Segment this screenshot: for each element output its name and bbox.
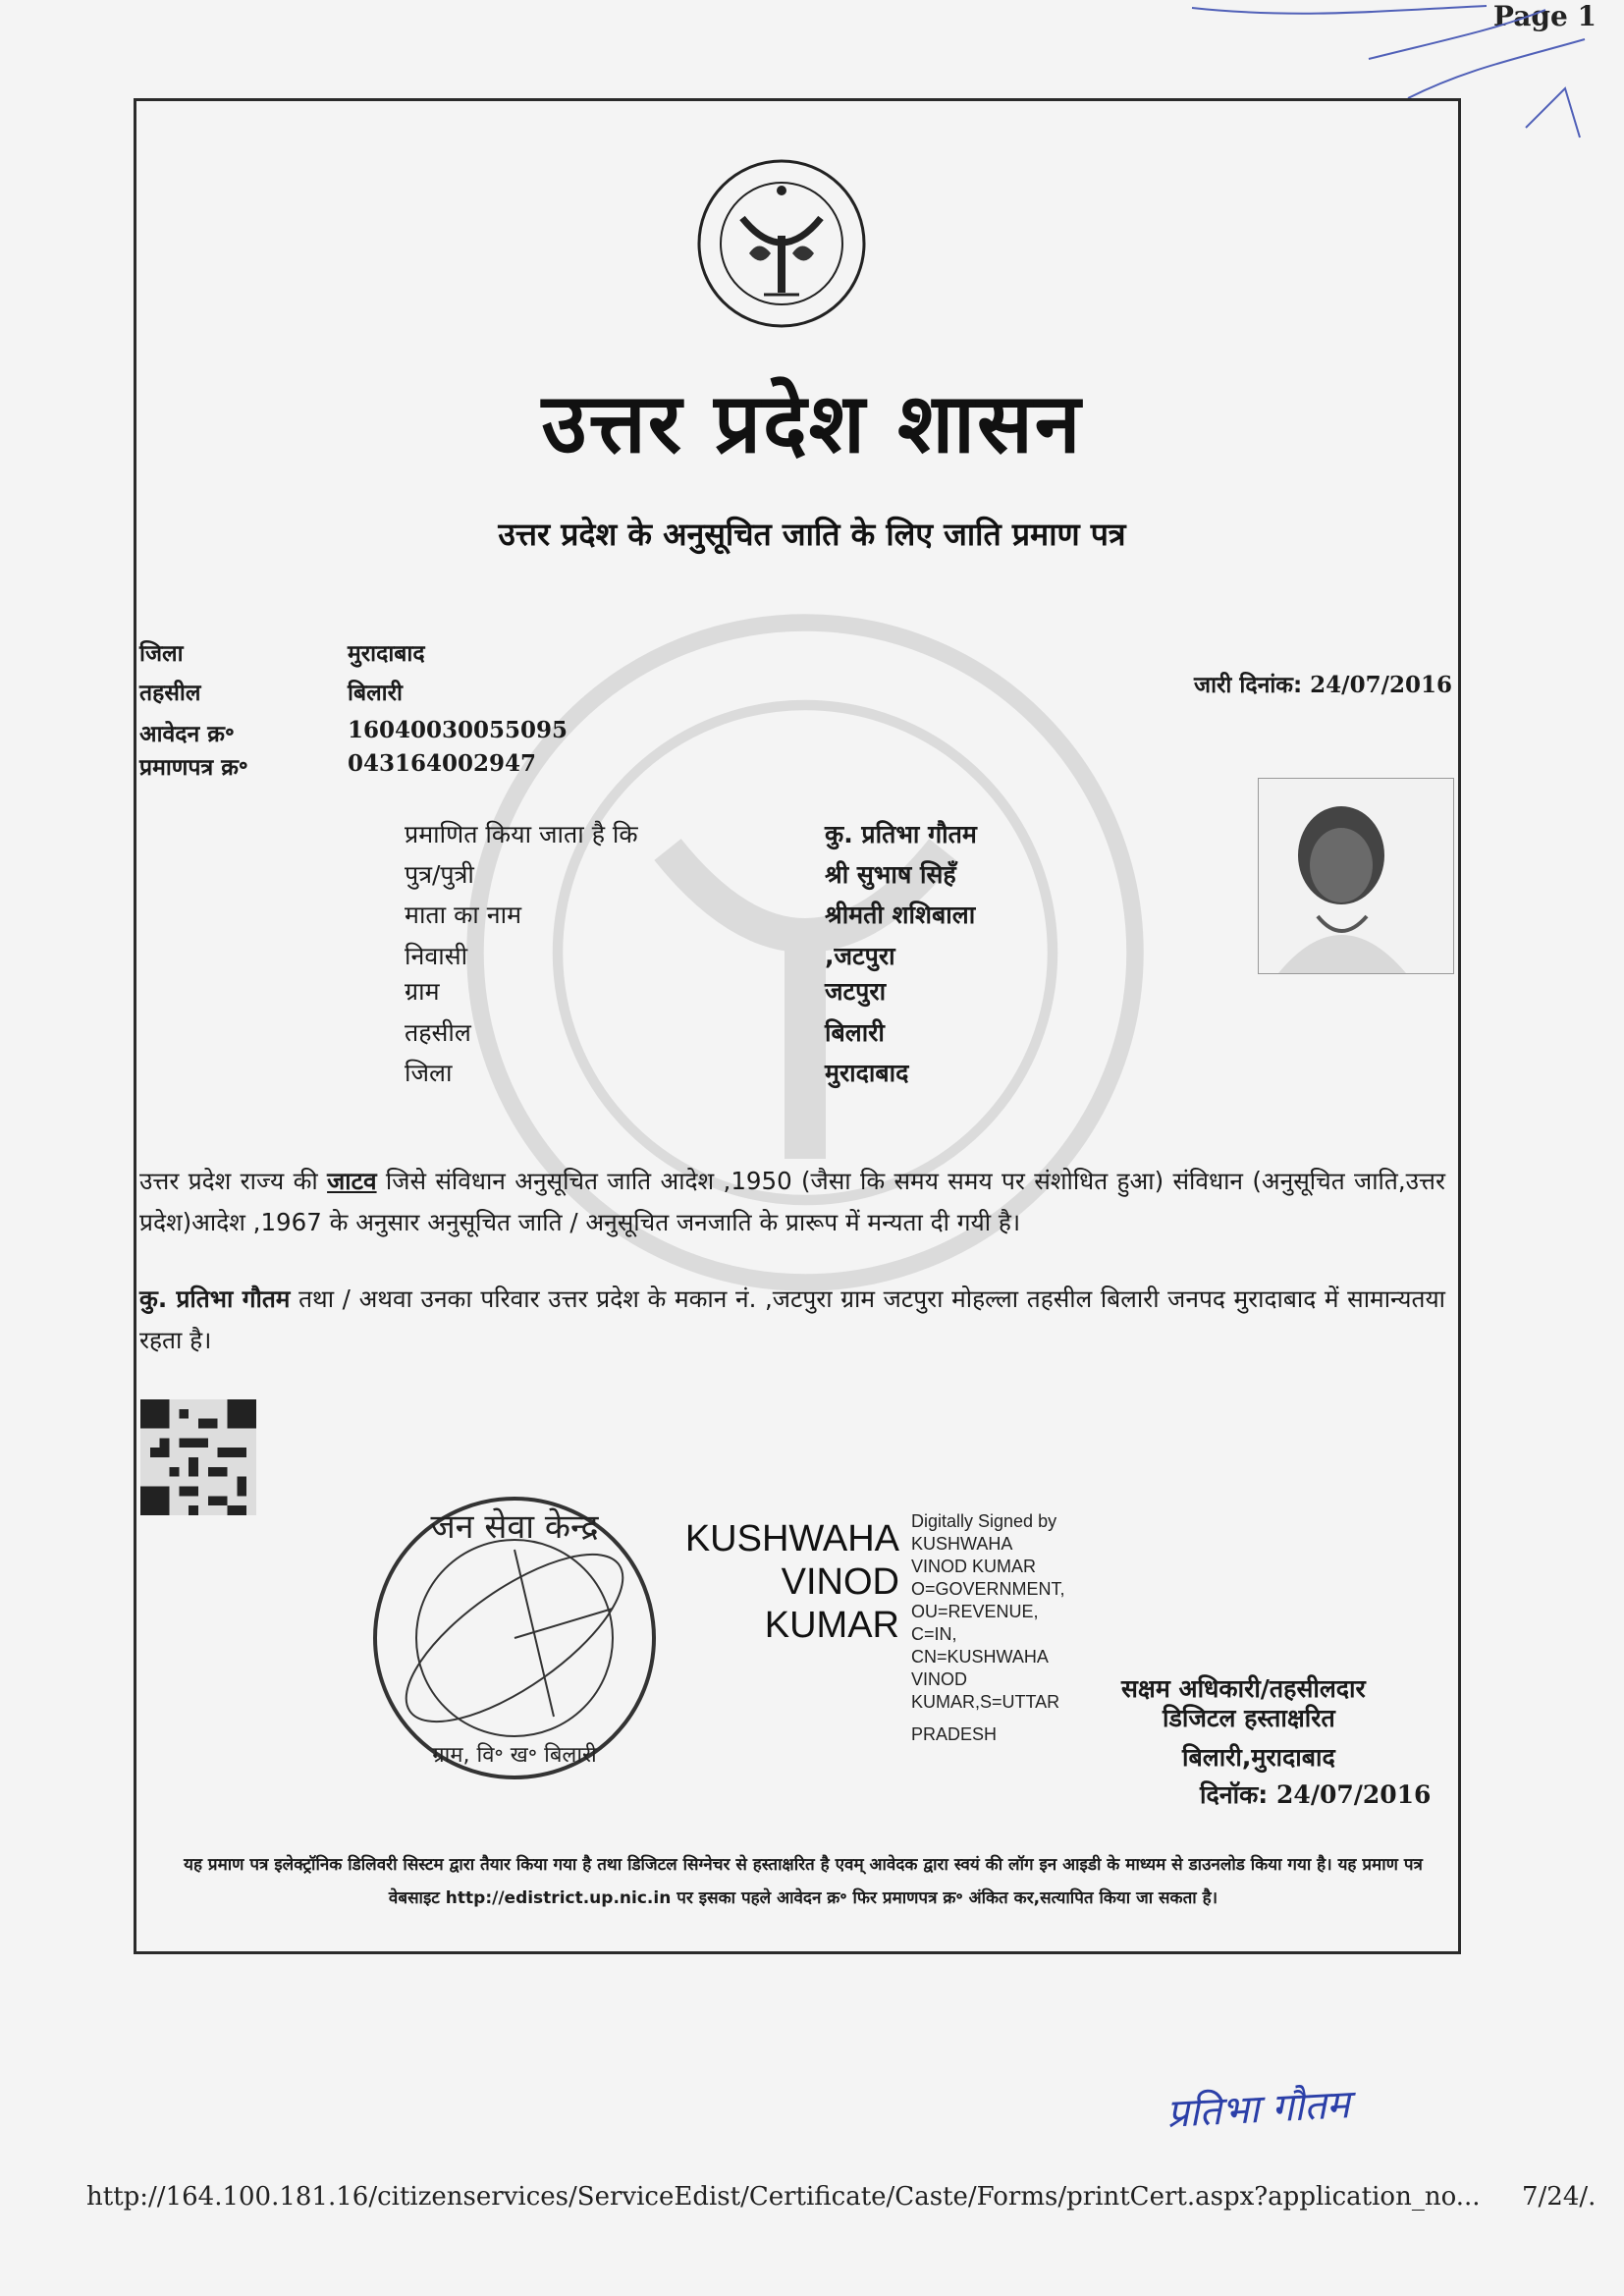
- signature-detail-line: C=IN,: [911, 1624, 957, 1644]
- up-govt-emblem-icon: [695, 157, 868, 330]
- application-number-label: आवेदन क्र॰: [139, 722, 235, 747]
- residence-paragraph: [139, 1279, 1445, 1361]
- district-label: जिला: [139, 641, 184, 667]
- signature-detail-line: Digitally Signed by: [911, 1511, 1057, 1531]
- signature-detail-line: KUMAR,S=UTTAR: [911, 1692, 1060, 1712]
- applicant-photo: [1258, 778, 1454, 974]
- tehsil-value: बिलारी: [348, 680, 404, 706]
- handwritten-signature: प्रतिभा गौतम: [1165, 2082, 1351, 2137]
- seal-top-text: जन सेवा केन्द्र: [430, 1507, 599, 1547]
- signature-detail-line: PRADESH: [911, 1724, 998, 1744]
- officer-date-value: 24/07/2016: [1276, 1780, 1432, 1809]
- paragraph-text: तथा / अथवा उनका परिवार उत्तर प्रदेश के मकान नं. ,जटपुरा ग्राम जटपुरा मोहल्ला तहसील बिलारी जनपद मुरादाबाद में सामान्यतया रहता है।: [139, 1285, 1445, 1354]
- digital-signature-details: [911, 1510, 1098, 1746]
- signer-name-line: VINOD: [781, 1561, 899, 1603]
- qr-code-icon: [139, 1399, 257, 1515]
- signer-name-line: KUSHWAHA: [684, 1518, 899, 1559]
- print-url: http://164.100.181.16/citizenservices/ServiceEdist/Certificate/Caste/Forms/printCert.aspx?application_no...: [86, 2182, 1481, 2212]
- signature-detail-spacer: [911, 1714, 1098, 1723]
- verification-note: यह प्रमाण पत्र इलेक्ट्रॉनिक डिलिवरी सिस्टम द्वारा तैयार किया गया है तथा डिजिटल सिग्नेचर से हस्ताक्षरित है एवम् आवेदक द्वारा स्वयं की लॉग इन आइडी के माध्यम से डाउनलोड किया गया है। यह प्रमाण पत्र वेबसाइट http://edistrict.up.nic.in पर इसका पहले आवेदन क्र॰ फिर प्रमाणपत्र क्र॰ अंकित कर,सत्यापित किया जा सकता है।: [184, 1855, 1423, 1908]
- issue-date-value: 24/07/2016: [1310, 672, 1452, 698]
- detail-value: बिलारी: [825, 1018, 885, 1047]
- signer-name-line: KUMAR: [764, 1605, 899, 1646]
- applicant-name: कु. प्रतिभा गौतम: [139, 1285, 291, 1313]
- application-number-value: 16040030055095: [348, 717, 568, 743]
- signature-detail-line: VINOD: [911, 1669, 968, 1689]
- government-title: उत्तर प्रदेश शासन: [541, 375, 1083, 471]
- certificate-title: उत्तर प्रदेश के अनुसूचित जाति के लिए जाति प्रमाण पत्र: [498, 516, 1126, 553]
- signature-detail-line: CN=KUSHWAHA: [911, 1647, 1049, 1667]
- detail-label: ग्राम: [405, 977, 440, 1006]
- signature-detail-line: VINOD KUMAR: [911, 1557, 1037, 1576]
- detail-value: जटपुरा: [825, 977, 887, 1006]
- detail-label: पुत्र/पुत्री: [405, 860, 474, 889]
- signature-detail-line: OU=REVENUE,: [911, 1602, 1039, 1621]
- detail-value: श्री सुभाष सिहँ: [825, 860, 956, 889]
- signature-detail-line: KUSHWAHA: [911, 1534, 1013, 1554]
- tehsil-label: तहसील: [139, 681, 201, 706]
- recognition-paragraph: [139, 1161, 1445, 1243]
- caste-name: जाटव: [327, 1167, 377, 1195]
- paragraph-text: जिसे संविधान अनुसूचित जाति आदेश ,1950 (जैसा कि समय समय पर संशोधित हुआ) संविधान (अनुसूचित जाति,उत्तर प्रदेश)आदेश ,1967 के अनुसार अनुसूचित जाति / अनुसूचित जनजाति के प्रारूप में मन्यता दी गयी है।: [139, 1167, 1446, 1236]
- page-number-label: Page 1: [1492, 0, 1597, 32]
- person-photo-icon: [1259, 779, 1453, 973]
- detail-label: तहसील: [405, 1018, 471, 1047]
- officer-date: [1200, 1777, 1431, 1811]
- detail-label: निवासी: [405, 942, 468, 970]
- officer-date-label: दिनॉक:: [1200, 1780, 1269, 1809]
- issue-date-label: जारी दिनांक:: [1194, 673, 1303, 698]
- detail-value: श्रीमती शशिबाला: [825, 901, 976, 929]
- detail-value: मुरादाबाद: [825, 1059, 909, 1087]
- detail-label: जिला: [405, 1059, 453, 1087]
- seal-bottom-text: ग्राम, वि॰ ख॰ बिलारी: [432, 1743, 597, 1768]
- detail-label: प्रमाणित किया जाता है कि: [405, 820, 638, 848]
- detail-value: कु. प्रतिभा गौतम: [825, 820, 977, 848]
- officer-place: बिलारी,मुरादाबाद: [1182, 1743, 1335, 1772]
- signature-detail-line: O=GOVERNMENT,: [911, 1579, 1065, 1599]
- paragraph-text: उत्तर प्रदेश राज्य की: [139, 1167, 328, 1195]
- issue-date: [1194, 668, 1452, 699]
- detail-value: ,जटपुरा: [825, 942, 895, 970]
- print-date: 7/24/.: [1522, 2182, 1597, 2212]
- district-value: मुरादाबाद: [348, 640, 425, 667]
- officer-designation: सक्षम अधिकारी/तहसीलदार: [1121, 1674, 1366, 1703]
- officer-digitally-signed: डिजिटल हस्ताक्षरित: [1163, 1704, 1335, 1732]
- certificate-number-value: 043164002947: [348, 750, 537, 777]
- detail-label: माता का नाम: [405, 901, 522, 929]
- certificate-number-label: प्रमाणपत्र क्र॰: [139, 755, 248, 781]
- office-seal: [367, 1491, 662, 1785]
